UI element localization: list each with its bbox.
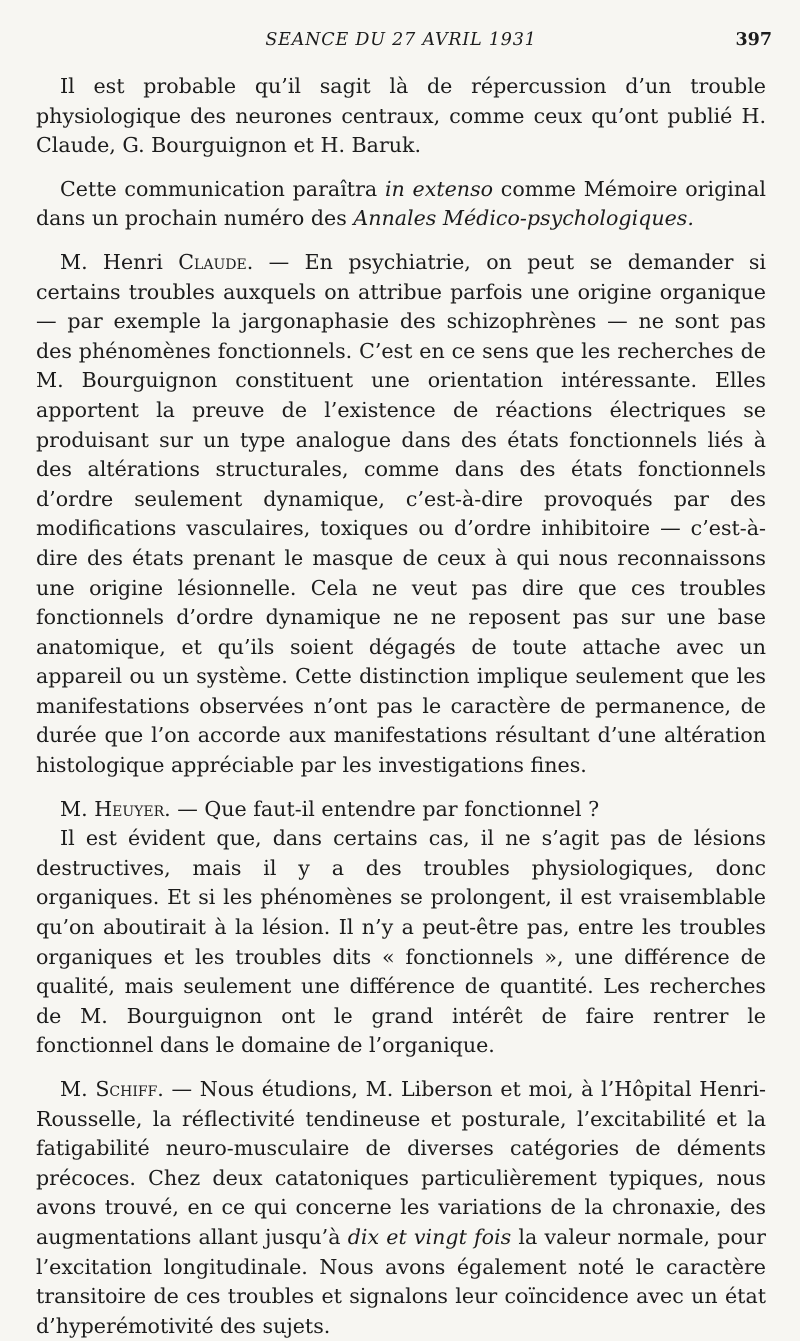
paragraph-claude-intervention (36, 248, 766, 781)
paragraph-text: Il est évident que, dans certains cas, il ne s’agit pas de lésions destructives, mais il y a des troubles physiologiques, donc organiques. Et si les phénomènes se prolongent, il est vraisemblable qu’on aboutirait à la lésion. Il n’y a peut-être pas, entre les troubles organiques et les troubles dits « fonctionnels », une différence de qualité, mais seulement une différence de quantité. Les recherches de M. Bourguignon ont le grand intérêt de faire rentrer le fonctionnel dans le domaine de l’organique. (36, 826, 766, 1058)
paragraph-schiff-intervention (36, 1075, 766, 1341)
running-title: SEANCE DU 27 AVRIL 1931 (265, 30, 537, 50)
speaker-name: Heuyer. (94, 796, 171, 821)
paragraph-communication-note (36, 175, 766, 234)
paragraph-text-start: — Nous étudions, M. Liberson et moi, à l’Hôpital Henri-Rousselle, la réflectivité tendineuse et posturale, l’excitabilité et la fatigabilité neuro-musculaire de diverses catégories de déments précoces. Chez deux catatoniques particulièrement typiques, nous avons trouvé, en ce qui concerne les variations de la chronaxie, des augmentations allant jusqu’à (36, 1077, 766, 1249)
paragraph-text-start: Cette communication paraîtra (60, 176, 385, 201)
speaker-name: Schiff. (95, 1077, 164, 1101)
paragraph-heuyer-question (36, 795, 766, 825)
paragraph-text: Il est probable qu’il sagit là de répercussion d’un trouble physiologique des neurones centraux, comme ceux qu’ont publié H. Claude, G. Bourguignon et H. Baruk. (36, 74, 766, 158)
paragraph-text-end: la valeur normale, pour l’excitation longitudinale. Nous avons également noté le caractère transitoire de ces troubles et signalons leur coïncidence avec un état d’hyperémotivité des sujets. (36, 1224, 766, 1338)
speaker-prefix: M. (60, 796, 95, 821)
paragraph-text: — Que faut-il entendre par fonctionnel ? (170, 796, 600, 821)
speaker-name: Claude. (178, 249, 254, 274)
italic-dix-et-vingt-fois: dix et vingt fois (347, 1224, 512, 1249)
paragraph-probable-repercussion (36, 72, 766, 161)
page-header (36, 30, 772, 58)
page-number: 397 (735, 30, 772, 50)
speaker-prefix: M. Henri (60, 249, 179, 274)
body-text (36, 72, 766, 1341)
paragraph-heuyer-response (36, 824, 766, 1061)
journal-title: Annales Médico-psychologiques. (353, 206, 694, 231)
speaker-prefix: M. (60, 1077, 96, 1101)
paragraph-text-middle: comme Mémoire original dans un prochain numéro des (36, 176, 766, 231)
italic-in-extenso: in extenso (384, 176, 494, 201)
paragraph-text: — En psychiatrie, on peut se demander si certains troubles auxquels on attribue parfois une origine organique — par exemple la jargonaphasie des schizophrènes — ne sont pas des phénomènes fonctionnels. C’est en ce sens que les recherches de M. Bourguignon constituent une orientation intéressante. Elles apportent la preuve de l’existence de réactions électriques se produisant sur un type analogue dans des états fonctionnels liés à des altérations structurales, comme dans des états fonctionnels d’ordre seulement dynamique, c’est-à-dire provoqués par des modifications vasculaires, toxiques ou d’ordre inhibitoire — c’est-à-dire des états prenant le masque de ceux à qui nous reconnaissons une origine lésionnelle. Cela ne veut pas dire que ces troubles fonctionnels d’ordre dynamique ne ne reposent pas sur une base anatomique, et qu’ils soient dégagés de toute attache avec un appareil ou un système. Cette distinction implique seulement que les manifestations observées n’ont pas le caractère de permanence, de durée que l’on accorde aux manifestations résultant d’une altération histologique appréciable par les investigations fines. (36, 249, 766, 778)
